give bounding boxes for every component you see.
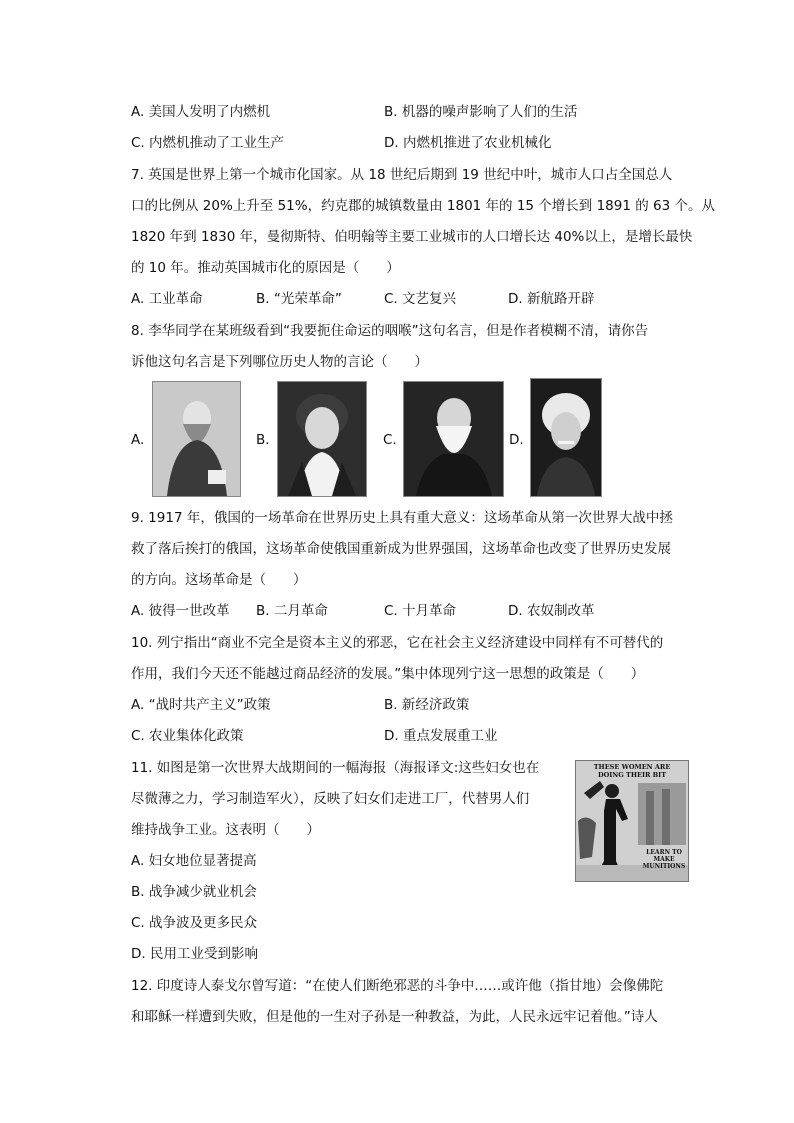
portrait-bearded-man-icon	[152, 381, 241, 497]
q10-option-d: D. 重点发展重工业	[384, 728, 498, 744]
q6-option-b: B. 机器的噪声影响了人们的生活	[384, 104, 578, 120]
poster-bottom-line-2: MAKE	[653, 856, 675, 863]
portrait-white-beard-icon	[403, 381, 504, 497]
q6-option-c: C. 内燃机推动了工业生产	[131, 135, 285, 151]
q7-option-b: B. “光荣革命”	[256, 291, 342, 307]
q9-option-c: C. 十月革命	[384, 603, 457, 619]
q10-line-1: 10. 列宁指出“商业不完全是资本主义的邪恶，它在社会主义经济建设中同样有不可替代的	[131, 635, 664, 651]
portrait-scientist-icon	[530, 378, 602, 497]
poster-top-line-2: DOING THEIR BIT	[597, 771, 667, 779]
q7-line-1: 7. 英国是世界上第一个城市化国家。从 18 世纪后期到 19 世纪中叶，城市人口占全国总人	[131, 167, 673, 183]
q8-line-1: 8. 李华同学在某班级看到“我要扼住命运的咽喉”这句名言，但是作者模糊不清，请你告	[131, 323, 649, 339]
q8-letter-c: C.	[383, 432, 397, 448]
q7-line-3: 1820 年到 1830 年，曼彻斯特、伯明翰等主要工业城市的人口增长达 40%以上，是增长最快	[131, 229, 693, 245]
portrait-composer-icon	[277, 381, 367, 497]
q9-line-2: 救了落后挨打的俄国，这场革命使俄国重新成为世界强国，这场革命也改变了世界历史发展	[131, 541, 671, 557]
q6-option-a: A. 美国人发明了内燃机	[131, 104, 271, 120]
wwi-poster-image	[575, 760, 689, 882]
q11-option-a: A. 妇女地位显著提高	[131, 853, 257, 869]
q7-line-4: 的 10 年。推动英国城市化的原因是（ ）	[131, 260, 400, 276]
poster-top-line-1: THESE WOMEN ARE	[593, 763, 671, 771]
q10-line-2: 作用，我们今天还不能越过商品经济的发展。”集中体现列宁这一思想的政策是（ ）	[131, 666, 645, 682]
q9-line-3: 的方向。这场革命是（ ）	[131, 572, 307, 588]
q8-line-2: 诉他这句名言是下列哪位历史人物的言论（ ）	[131, 354, 428, 370]
q8-letter-d: D.	[509, 432, 524, 448]
q11-line-3: 维持战争工业。这表明（ ）	[131, 822, 320, 838]
poster-bottom-line-1: LEARN TO	[646, 849, 682, 856]
q9-option-b: B. 二月革命	[256, 603, 328, 619]
q11-line-2: 尽微薄之力，学习制造军火），反映了妇女们走进工厂，代替男人们	[131, 791, 530, 807]
q10-option-b: B. 新经济政策	[384, 697, 470, 713]
q11-line-1: 11. 如图是第一次世界大战期间的一幅海报（海报译文:这些妇女也在	[131, 760, 540, 776]
q6-option-d: D. 内燃机推进了农业机械化	[384, 135, 552, 151]
q9-line-1: 9. 1917 年，俄国的一场革命在世界历史上具有重大意义：这场革命从第一次世界大战中拯	[131, 510, 673, 526]
q12-line-1: 12. 印度诗人泰戈尔曾写道：“在使人们断绝邪恶的斗争中……或许他（指甘地）会像佛陀	[131, 978, 664, 994]
q10-option-a: A. “战时共产主义”政策	[131, 697, 271, 713]
q9-option-d: D. 农奴制改革	[508, 603, 595, 619]
q11-option-c: C. 战争波及更多民众	[131, 915, 258, 931]
q11-option-b: B. 战争减少就业机会	[131, 884, 257, 900]
q11-option-d: D. 民用工业受到影响	[131, 946, 258, 962]
q10-option-c: C. 农业集体化政策	[131, 728, 244, 744]
q7-option-a: A. 工业革命	[131, 291, 203, 307]
poster-bottom-line-3: MUNITIONS	[642, 863, 686, 870]
q8-letter-b: B.	[256, 432, 270, 448]
q7-option-d: D. 新航路开辟	[508, 291, 595, 307]
q7-option-c: C. 文艺复兴	[384, 291, 457, 307]
q9-option-a: A. 彼得一世改革	[131, 603, 230, 619]
q12-line-2: 和耶稣一样遭到失败，但是他的一生对子孙是一种教益，为此，人民永远牢记着他。”诗人	[131, 1009, 658, 1025]
q7-line-2: 口的比例从 20%上升至 51%，约克郡的城镇数量由 1801 年的 15 个增长到 1891 的 63 个。从	[131, 198, 715, 214]
q8-letter-a: A.	[131, 432, 145, 448]
